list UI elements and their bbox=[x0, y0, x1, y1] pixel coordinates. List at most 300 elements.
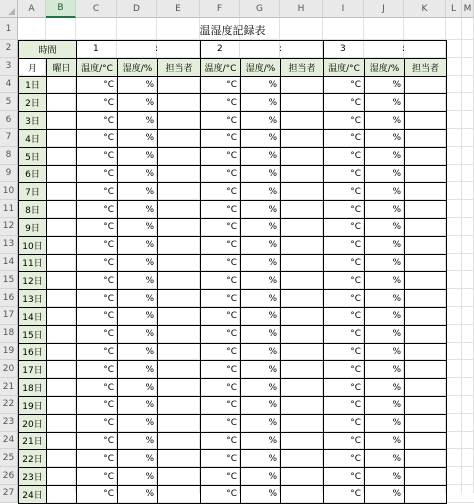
person-header[interactable]: 担当者 bbox=[280, 58, 324, 77]
humidity-cell[interactable]: % bbox=[364, 254, 405, 273]
humidity-cell[interactable]: % bbox=[240, 254, 281, 273]
person-cell[interactable] bbox=[404, 289, 447, 308]
row-header-19[interactable]: 19 bbox=[0, 343, 18, 361]
person-cell[interactable] bbox=[280, 325, 324, 344]
humidity-cell[interactable]: % bbox=[364, 271, 405, 290]
humidity-cell[interactable]: % bbox=[364, 467, 405, 486]
person-cell[interactable] bbox=[280, 360, 324, 379]
day-label[interactable]: 4日 bbox=[18, 129, 47, 148]
humidity-cell[interactable]: % bbox=[364, 414, 405, 433]
person-cell[interactable] bbox=[157, 254, 201, 273]
humidity-cell[interactable]: % bbox=[117, 93, 158, 112]
person-cell[interactable] bbox=[404, 396, 447, 415]
person-cell[interactable] bbox=[157, 449, 201, 468]
person-cell[interactable] bbox=[157, 343, 201, 362]
temperature-cell[interactable]: °C bbox=[323, 432, 365, 451]
person-cell[interactable] bbox=[404, 271, 447, 290]
person-cell[interactable] bbox=[404, 343, 447, 362]
day-label[interactable]: 1日 bbox=[18, 76, 47, 95]
humidity-cell[interactable]: % bbox=[364, 449, 405, 468]
person-cell[interactable] bbox=[404, 93, 447, 112]
person-cell[interactable] bbox=[157, 414, 201, 433]
column-header-m[interactable]: M bbox=[462, 0, 474, 18]
temperature-cell[interactable]: °C bbox=[323, 485, 365, 504]
temperature-cell[interactable]: °C bbox=[76, 165, 118, 184]
weekday-cell[interactable] bbox=[46, 200, 77, 219]
person-cell[interactable] bbox=[404, 129, 447, 148]
temperature-cell[interactable]: °C bbox=[200, 236, 241, 255]
temperature-cell[interactable]: °C bbox=[200, 76, 241, 95]
column-header-g[interactable]: G bbox=[240, 0, 280, 18]
weekday-cell[interactable] bbox=[46, 378, 77, 397]
temperature-cell[interactable]: °C bbox=[323, 378, 365, 397]
row-header-21[interactable]: 21 bbox=[0, 378, 18, 396]
humidity-cell[interactable]: % bbox=[240, 432, 281, 451]
humidity-cell[interactable]: % bbox=[364, 432, 405, 451]
weekday-cell[interactable] bbox=[46, 307, 77, 326]
person-cell[interactable] bbox=[404, 236, 447, 255]
temperature-cell[interactable]: °C bbox=[323, 414, 365, 433]
humidity-cell[interactable]: % bbox=[117, 200, 158, 219]
humidity-cell[interactable]: % bbox=[117, 485, 158, 504]
temperature-cell[interactable]: °C bbox=[200, 307, 241, 326]
humidity-cell[interactable]: % bbox=[240, 271, 281, 290]
temperature-cell[interactable]: °C bbox=[200, 271, 241, 290]
temperature-cell[interactable]: °C bbox=[323, 325, 365, 344]
temperature-cell[interactable]: °C bbox=[323, 289, 365, 308]
temperature-cell[interactable]: °C bbox=[323, 271, 365, 290]
temperature-cell[interactable]: °C bbox=[323, 236, 365, 255]
humidity-cell[interactable]: % bbox=[240, 343, 281, 362]
person-cell[interactable] bbox=[280, 218, 324, 237]
month-label[interactable]: 月 bbox=[18, 58, 47, 77]
day-label[interactable]: 19日 bbox=[18, 396, 47, 415]
temperature-cell[interactable]: °C bbox=[323, 218, 365, 237]
temperature-cell[interactable]: °C bbox=[76, 432, 118, 451]
person-cell[interactable] bbox=[280, 396, 324, 415]
person-header[interactable]: 担当者 bbox=[404, 58, 447, 77]
temperature-cell[interactable]: °C bbox=[200, 254, 241, 273]
temperature-cell[interactable]: °C bbox=[323, 165, 365, 184]
person-cell[interactable] bbox=[157, 129, 201, 148]
temperature-cell[interactable]: °C bbox=[323, 467, 365, 486]
person-cell[interactable] bbox=[404, 218, 447, 237]
person-cell[interactable] bbox=[157, 182, 201, 201]
person-cell[interactable] bbox=[280, 485, 324, 504]
row-header-11[interactable]: 11 bbox=[0, 200, 18, 218]
humidity-header[interactable]: 湿度/% bbox=[117, 58, 158, 77]
weekday-cell[interactable] bbox=[46, 485, 77, 504]
humidity-cell[interactable]: % bbox=[117, 218, 158, 237]
person-cell[interactable] bbox=[280, 289, 324, 308]
person-cell[interactable] bbox=[404, 432, 447, 451]
humidity-cell[interactable]: % bbox=[364, 307, 405, 326]
humidity-cell[interactable]: % bbox=[240, 396, 281, 415]
temperature-cell[interactable]: °C bbox=[200, 218, 241, 237]
humidity-cell[interactable]: % bbox=[364, 200, 405, 219]
humidity-cell[interactable]: % bbox=[364, 129, 405, 148]
humidity-cell[interactable]: % bbox=[117, 76, 158, 95]
day-label[interactable]: 20日 bbox=[18, 414, 47, 433]
humidity-cell[interactable]: % bbox=[364, 360, 405, 379]
row-header-23[interactable]: 23 bbox=[0, 414, 18, 432]
person-cell[interactable] bbox=[157, 432, 201, 451]
row-header-18[interactable]: 18 bbox=[0, 325, 18, 343]
humidity-cell[interactable]: % bbox=[364, 396, 405, 415]
temperature-cell[interactable]: °C bbox=[76, 414, 118, 433]
temperature-header[interactable]: 温度/°C bbox=[200, 58, 241, 77]
temperature-cell[interactable]: °C bbox=[323, 307, 365, 326]
person-cell[interactable] bbox=[157, 271, 201, 290]
weekday-cell[interactable] bbox=[46, 467, 77, 486]
humidity-cell[interactable]: % bbox=[117, 289, 158, 308]
humidity-cell[interactable]: % bbox=[117, 325, 158, 344]
temperature-cell[interactable]: °C bbox=[323, 343, 365, 362]
select-all-corner[interactable] bbox=[0, 0, 18, 18]
weekday-cell[interactable] bbox=[46, 360, 77, 379]
column-header-h[interactable]: H bbox=[280, 0, 323, 18]
temperature-cell[interactable]: °C bbox=[76, 111, 118, 130]
row-header-27[interactable]: 27 bbox=[0, 485, 18, 503]
temperature-cell[interactable]: °C bbox=[200, 414, 241, 433]
time-label[interactable]: 時間 bbox=[18, 40, 77, 59]
temperature-cell[interactable]: °C bbox=[323, 129, 365, 148]
humidity-cell[interactable]: % bbox=[117, 111, 158, 130]
row-header-2[interactable]: 2 bbox=[0, 40, 18, 58]
humidity-cell[interactable]: % bbox=[240, 147, 281, 166]
row-header-17[interactable]: 17 bbox=[0, 307, 18, 325]
day-label[interactable]: 15日 bbox=[18, 325, 47, 344]
person-cell[interactable] bbox=[157, 467, 201, 486]
row-header-10[interactable]: 10 bbox=[0, 182, 18, 200]
temperature-cell[interactable]: °C bbox=[200, 200, 241, 219]
person-cell[interactable] bbox=[157, 218, 201, 237]
column-header-f[interactable]: F bbox=[200, 0, 240, 18]
temperature-cell[interactable]: °C bbox=[323, 182, 365, 201]
row-header-13[interactable]: 13 bbox=[0, 236, 18, 254]
temperature-cell[interactable]: °C bbox=[76, 218, 118, 237]
humidity-cell[interactable]: % bbox=[240, 449, 281, 468]
row-header-12[interactable]: 12 bbox=[0, 218, 18, 236]
temperature-cell[interactable]: °C bbox=[200, 343, 241, 362]
person-cell[interactable] bbox=[280, 165, 324, 184]
row-header-1[interactable]: 1 bbox=[0, 18, 18, 40]
person-cell[interactable] bbox=[280, 271, 324, 290]
humidity-cell[interactable]: % bbox=[364, 165, 405, 184]
day-label[interactable]: 12日 bbox=[18, 271, 47, 290]
temperature-cell[interactable]: °C bbox=[200, 111, 241, 130]
temperature-cell[interactable]: °C bbox=[323, 449, 365, 468]
humidity-cell[interactable]: % bbox=[117, 236, 158, 255]
temperature-cell[interactable]: °C bbox=[76, 467, 118, 486]
temperature-cell[interactable]: °C bbox=[76, 343, 118, 362]
temperature-cell[interactable]: °C bbox=[76, 254, 118, 273]
person-cell[interactable] bbox=[404, 111, 447, 130]
humidity-cell[interactable]: % bbox=[117, 360, 158, 379]
weekday-cell[interactable] bbox=[46, 147, 77, 166]
time-slot-3[interactable] bbox=[323, 40, 447, 59]
person-cell[interactable] bbox=[157, 147, 201, 166]
person-cell[interactable] bbox=[280, 129, 324, 148]
person-cell[interactable] bbox=[404, 147, 447, 166]
person-cell[interactable] bbox=[157, 76, 201, 95]
humidity-cell[interactable]: % bbox=[117, 147, 158, 166]
day-label[interactable]: 10日 bbox=[18, 236, 47, 255]
humidity-cell[interactable]: % bbox=[364, 111, 405, 130]
weekday-cell[interactable] bbox=[46, 218, 77, 237]
weekday-cell[interactable] bbox=[46, 236, 77, 255]
person-cell[interactable] bbox=[280, 76, 324, 95]
humidity-cell[interactable]: % bbox=[117, 165, 158, 184]
temperature-cell[interactable]: °C bbox=[200, 325, 241, 344]
day-label[interactable]: 9日 bbox=[18, 218, 47, 237]
temperature-cell[interactable]: °C bbox=[200, 147, 241, 166]
temperature-cell[interactable]: °C bbox=[76, 360, 118, 379]
humidity-cell[interactable]: % bbox=[240, 200, 281, 219]
column-header-j[interactable]: J bbox=[364, 0, 404, 18]
column-header-d[interactable]: D bbox=[117, 0, 157, 18]
temperature-cell[interactable]: °C bbox=[323, 254, 365, 273]
day-label[interactable]: 7日 bbox=[18, 182, 47, 201]
weekday-label[interactable]: 曜日 bbox=[46, 58, 77, 77]
humidity-cell[interactable]: % bbox=[117, 432, 158, 451]
temperature-cell[interactable]: °C bbox=[76, 289, 118, 308]
weekday-cell[interactable] bbox=[46, 129, 77, 148]
humidity-cell[interactable]: % bbox=[364, 325, 405, 344]
humidity-cell[interactable]: % bbox=[240, 218, 281, 237]
humidity-cell[interactable]: % bbox=[117, 129, 158, 148]
day-label[interactable]: 14日 bbox=[18, 307, 47, 326]
person-cell[interactable] bbox=[280, 182, 324, 201]
humidity-cell[interactable]: % bbox=[117, 343, 158, 362]
row-header-5[interactable]: 5 bbox=[0, 93, 18, 111]
column-header-c[interactable]: C bbox=[76, 0, 117, 18]
humidity-header[interactable]: 湿度/% bbox=[240, 58, 281, 77]
column-header-e[interactable]: E bbox=[157, 0, 200, 18]
person-cell[interactable] bbox=[280, 236, 324, 255]
humidity-cell[interactable]: % bbox=[117, 307, 158, 326]
humidity-cell[interactable]: % bbox=[364, 76, 405, 95]
weekday-cell[interactable] bbox=[46, 93, 77, 112]
person-cell[interactable] bbox=[404, 378, 447, 397]
row-header-15[interactable]: 15 bbox=[0, 271, 18, 289]
time-slot-2[interactable] bbox=[200, 40, 324, 59]
sheet-title[interactable]: 温湿度記録表 bbox=[199, 23, 266, 37]
weekday-cell[interactable] bbox=[46, 165, 77, 184]
temperature-cell[interactable]: °C bbox=[200, 93, 241, 112]
humidity-cell[interactable]: % bbox=[364, 147, 405, 166]
weekday-cell[interactable] bbox=[46, 254, 77, 273]
person-cell[interactable] bbox=[404, 485, 447, 504]
temperature-cell[interactable]: °C bbox=[76, 76, 118, 95]
person-cell[interactable] bbox=[157, 93, 201, 112]
temperature-cell[interactable]: °C bbox=[76, 200, 118, 219]
humidity-cell[interactable]: % bbox=[240, 129, 281, 148]
day-label[interactable]: 3日 bbox=[18, 111, 47, 130]
humidity-cell[interactable]: % bbox=[240, 165, 281, 184]
person-cell[interactable] bbox=[280, 378, 324, 397]
person-cell[interactable] bbox=[404, 200, 447, 219]
weekday-cell[interactable] bbox=[46, 432, 77, 451]
person-cell[interactable] bbox=[280, 93, 324, 112]
day-label[interactable]: 2日 bbox=[18, 93, 47, 112]
person-cell[interactable] bbox=[404, 182, 447, 201]
temperature-cell[interactable]: °C bbox=[200, 485, 241, 504]
humidity-cell[interactable]: % bbox=[117, 254, 158, 273]
humidity-header[interactable]: 湿度/% bbox=[364, 58, 405, 77]
temperature-cell[interactable]: °C bbox=[76, 307, 118, 326]
row-header-7[interactable]: 7 bbox=[0, 129, 18, 147]
column-header-b[interactable]: B bbox=[46, 0, 76, 18]
person-header[interactable]: 担当者 bbox=[157, 58, 201, 77]
day-label[interactable]: 21日 bbox=[18, 432, 47, 451]
weekday-cell[interactable] bbox=[46, 449, 77, 468]
temperature-cell[interactable]: °C bbox=[76, 396, 118, 415]
temperature-cell[interactable]: °C bbox=[323, 396, 365, 415]
temperature-cell[interactable]: °C bbox=[76, 182, 118, 201]
person-cell[interactable] bbox=[157, 325, 201, 344]
person-cell[interactable] bbox=[404, 360, 447, 379]
day-label[interactable]: 6日 bbox=[18, 165, 47, 184]
person-cell[interactable] bbox=[280, 111, 324, 130]
temperature-cell[interactable]: °C bbox=[200, 449, 241, 468]
day-label[interactable]: 8日 bbox=[18, 200, 47, 219]
humidity-cell[interactable]: % bbox=[240, 378, 281, 397]
temperature-cell[interactable]: °C bbox=[200, 360, 241, 379]
time-slot-1[interactable] bbox=[76, 40, 201, 59]
person-cell[interactable] bbox=[157, 236, 201, 255]
weekday-cell[interactable] bbox=[46, 414, 77, 433]
temperature-header[interactable]: 温度/°C bbox=[323, 58, 365, 77]
humidity-cell[interactable]: % bbox=[364, 485, 405, 504]
person-cell[interactable] bbox=[157, 307, 201, 326]
row-header-25[interactable]: 25 bbox=[0, 449, 18, 467]
humidity-cell[interactable]: % bbox=[240, 467, 281, 486]
humidity-cell[interactable]: % bbox=[240, 360, 281, 379]
person-cell[interactable] bbox=[404, 307, 447, 326]
person-cell[interactable] bbox=[280, 254, 324, 273]
person-cell[interactable] bbox=[404, 467, 447, 486]
person-cell[interactable] bbox=[157, 200, 201, 219]
humidity-cell[interactable]: % bbox=[240, 307, 281, 326]
weekday-cell[interactable] bbox=[46, 343, 77, 362]
row-header-24[interactable]: 24 bbox=[0, 432, 18, 450]
day-label[interactable]: 24日 bbox=[18, 485, 47, 504]
person-cell[interactable] bbox=[280, 432, 324, 451]
temperature-cell[interactable]: °C bbox=[323, 111, 365, 130]
humidity-cell[interactable]: % bbox=[240, 93, 281, 112]
person-cell[interactable] bbox=[280, 307, 324, 326]
row-header-16[interactable]: 16 bbox=[0, 289, 18, 307]
temperature-cell[interactable]: °C bbox=[200, 289, 241, 308]
row-header-8[interactable]: 8 bbox=[0, 147, 18, 165]
person-cell[interactable] bbox=[280, 200, 324, 219]
day-label[interactable]: 18日 bbox=[18, 378, 47, 397]
humidity-cell[interactable]: % bbox=[240, 485, 281, 504]
person-cell[interactable] bbox=[404, 76, 447, 95]
day-label[interactable]: 17日 bbox=[18, 360, 47, 379]
temperature-cell[interactable]: °C bbox=[323, 147, 365, 166]
row-header-20[interactable]: 20 bbox=[0, 360, 18, 378]
day-label[interactable]: 5日 bbox=[18, 147, 47, 166]
temperature-cell[interactable]: °C bbox=[323, 93, 365, 112]
humidity-cell[interactable]: % bbox=[117, 396, 158, 415]
row-header-9[interactable]: 9 bbox=[0, 165, 18, 183]
weekday-cell[interactable] bbox=[46, 111, 77, 130]
day-label[interactable]: 22日 bbox=[18, 449, 47, 468]
humidity-cell[interactable]: % bbox=[117, 182, 158, 201]
person-cell[interactable] bbox=[280, 343, 324, 362]
humidity-cell[interactable]: % bbox=[240, 236, 281, 255]
day-label[interactable]: 13日 bbox=[18, 289, 47, 308]
temperature-cell[interactable]: °C bbox=[76, 236, 118, 255]
row-header-6[interactable]: 6 bbox=[0, 111, 18, 129]
person-cell[interactable] bbox=[157, 360, 201, 379]
temperature-cell[interactable]: °C bbox=[76, 93, 118, 112]
humidity-cell[interactable]: % bbox=[117, 414, 158, 433]
column-header-a[interactable]: A bbox=[18, 0, 46, 18]
row-header-14[interactable]: 14 bbox=[0, 254, 18, 272]
person-cell[interactable] bbox=[280, 449, 324, 468]
temperature-cell[interactable]: °C bbox=[323, 76, 365, 95]
weekday-cell[interactable] bbox=[46, 325, 77, 344]
person-cell[interactable] bbox=[157, 378, 201, 397]
humidity-cell[interactable]: % bbox=[240, 289, 281, 308]
temperature-cell[interactable]: °C bbox=[200, 432, 241, 451]
person-cell[interactable] bbox=[157, 111, 201, 130]
row-header-4[interactable]: 4 bbox=[0, 76, 18, 94]
temperature-cell[interactable]: °C bbox=[76, 449, 118, 468]
weekday-cell[interactable] bbox=[46, 271, 77, 290]
row-header-22[interactable]: 22 bbox=[0, 396, 18, 414]
temperature-cell[interactable]: °C bbox=[200, 165, 241, 184]
weekday-cell[interactable] bbox=[46, 396, 77, 415]
temperature-cell[interactable]: °C bbox=[76, 378, 118, 397]
temperature-header[interactable]: 温度/°C bbox=[76, 58, 118, 77]
temperature-cell[interactable]: °C bbox=[200, 182, 241, 201]
column-header-i[interactable]: I bbox=[323, 0, 364, 18]
humidity-cell[interactable]: % bbox=[117, 449, 158, 468]
column-header-k[interactable]: K bbox=[404, 0, 446, 18]
humidity-cell[interactable]: % bbox=[240, 325, 281, 344]
humidity-cell[interactable]: % bbox=[240, 111, 281, 130]
humidity-cell[interactable]: % bbox=[364, 218, 405, 237]
person-cell[interactable] bbox=[157, 396, 201, 415]
humidity-cell[interactable]: % bbox=[240, 414, 281, 433]
column-header-l[interactable]: L bbox=[446, 0, 462, 18]
day-label[interactable]: 16日 bbox=[18, 343, 47, 362]
person-cell[interactable] bbox=[280, 414, 324, 433]
row-header-3[interactable]: 3 bbox=[0, 58, 18, 76]
humidity-cell[interactable]: % bbox=[364, 93, 405, 112]
weekday-cell[interactable] bbox=[46, 289, 77, 308]
temperature-cell[interactable]: °C bbox=[200, 467, 241, 486]
day-label[interactable]: 23日 bbox=[18, 467, 47, 486]
temperature-cell[interactable]: °C bbox=[76, 271, 118, 290]
temperature-cell[interactable]: °C bbox=[323, 200, 365, 219]
row-header-26[interactable]: 26 bbox=[0, 467, 18, 485]
person-cell[interactable] bbox=[280, 147, 324, 166]
day-label[interactable]: 11日 bbox=[18, 254, 47, 273]
temperature-cell[interactable]: °C bbox=[323, 360, 365, 379]
humidity-cell[interactable]: % bbox=[240, 76, 281, 95]
weekday-cell[interactable] bbox=[46, 76, 77, 95]
humidity-cell[interactable]: % bbox=[117, 271, 158, 290]
temperature-cell[interactable]: °C bbox=[200, 378, 241, 397]
person-cell[interactable] bbox=[404, 165, 447, 184]
temperature-cell[interactable]: °C bbox=[76, 129, 118, 148]
temperature-cell[interactable]: °C bbox=[200, 396, 241, 415]
